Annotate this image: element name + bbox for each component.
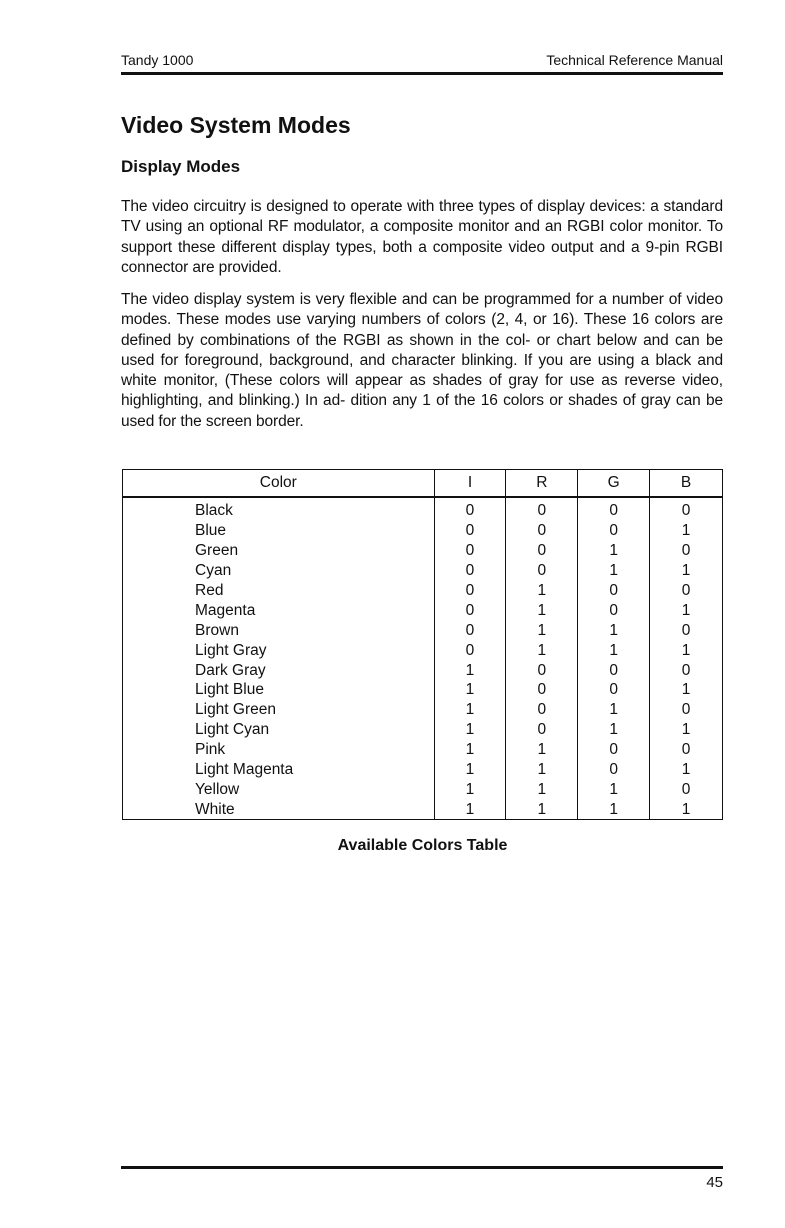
bit-value-cell: 0: [578, 581, 650, 601]
bit-value-cell: 1: [650, 521, 723, 541]
table-row: [123, 720, 723, 740]
bit-value-cell: 1: [650, 600, 723, 620]
table-row: [123, 640, 723, 660]
bit-value-cell: 1: [506, 779, 578, 799]
column-header-g: G: [578, 470, 650, 498]
table-caption: Available Colors Table: [337, 837, 508, 854]
color-name-cell: Light Magenta: [123, 760, 435, 780]
bit-value-cell: 1: [578, 541, 650, 561]
bit-value-cell: 0: [434, 497, 506, 521]
bit-value-cell: 1: [434, 740, 506, 760]
running-header: [121, 52, 723, 70]
bit-value-cell: 1: [434, 760, 506, 780]
header-left: Tandy 1000: [121, 52, 194, 68]
bit-value-cell: 0: [434, 600, 506, 620]
bit-value-cell: 0: [578, 760, 650, 780]
table-body: [123, 497, 723, 820]
color-name-cell: Blue: [123, 521, 435, 541]
available-colors-table: [122, 469, 723, 820]
bit-value-cell: 0: [506, 700, 578, 720]
bit-value-cell: 1: [506, 760, 578, 780]
bit-value-cell: 0: [650, 660, 723, 680]
bit-value-cell: 0: [650, 779, 723, 799]
table-row: [123, 760, 723, 780]
table-row: [123, 561, 723, 581]
bit-value-cell: 1: [578, 620, 650, 640]
paragraph-2: The video display system is very flexible and can be programmed for a number of video modes. These modes use varying numbers of colors (2, 4, or 16). These 16 colors are defined by combinations of the RGBI as shown in the col- or chart below and can be used for foreground, background, and character blinking. If you are using a black and white monitor, (These colors will appear as shades of gray for use as reverse video, highlighting, and blinking.) In ad- dition any 1 of the 16 colors or shades of gray can be used for the screen border.: [121, 291, 723, 430]
bit-value-cell: 1: [578, 700, 650, 720]
color-name-cell: Brown: [123, 620, 435, 640]
bit-value-cell: 0: [650, 581, 723, 601]
bit-value-cell: 0: [506, 561, 578, 581]
bit-value-cell: 0: [506, 680, 578, 700]
paragraph-1: The video circuitry is designed to operate with three types of display devices: a standard TV using an optional RF modulator, a composite monitor and an RGBI color monitor. To support these different display types, both a composite video output and a 9-pin RGBI connector are provided.: [121, 198, 723, 276]
color-name-cell: Light Green: [123, 700, 435, 720]
bit-value-cell: 0: [506, 541, 578, 561]
bit-value-cell: 0: [650, 620, 723, 640]
bit-value-cell: 1: [650, 640, 723, 660]
bit-value-cell: 0: [578, 600, 650, 620]
table-row: [123, 620, 723, 640]
bit-value-cell: 1: [650, 799, 723, 819]
bit-value-cell: 0: [578, 521, 650, 541]
bit-value-cell: 0: [506, 660, 578, 680]
bit-value-cell: 0: [434, 561, 506, 581]
bit-value-cell: 0: [434, 620, 506, 640]
bit-value-cell: 1: [506, 581, 578, 601]
bit-value-cell: 0: [650, 541, 723, 561]
bit-value-cell: 1: [434, 660, 506, 680]
bit-value-cell: 0: [506, 720, 578, 740]
column-header-r: R: [506, 470, 578, 498]
bit-value-cell: 0: [578, 740, 650, 760]
bit-value-cell: 1: [578, 799, 650, 819]
bit-value-cell: 1: [434, 799, 506, 819]
bit-value-cell: 1: [434, 680, 506, 700]
bit-value-cell: 1: [434, 720, 506, 740]
footer-rule: [121, 1166, 723, 1169]
color-name-cell: White: [123, 799, 435, 819]
color-name-cell: Green: [123, 541, 435, 561]
bit-value-cell: 1: [578, 640, 650, 660]
bit-value-cell: 0: [434, 521, 506, 541]
color-name-cell: Light Gray: [123, 640, 435, 660]
subsection-title: Display Modes: [121, 157, 241, 176]
color-name-cell: Black: [123, 497, 435, 521]
bit-value-cell: 0: [506, 497, 578, 521]
table-row: [123, 541, 723, 561]
color-name-cell: Dark Gray: [123, 660, 435, 680]
color-name-cell: Yellow: [123, 779, 435, 799]
bit-value-cell: 1: [506, 740, 578, 760]
header-rule: [121, 72, 723, 75]
color-name-cell: Magenta: [123, 600, 435, 620]
color-name-cell: Red: [123, 581, 435, 601]
color-name-cell: Pink: [123, 740, 435, 760]
bit-value-cell: 0: [434, 541, 506, 561]
bit-value-cell: 1: [506, 620, 578, 640]
bit-value-cell: 1: [506, 799, 578, 819]
table-header-row: [123, 470, 723, 498]
bit-value-cell: 0: [578, 497, 650, 521]
table-row: [123, 799, 723, 819]
page-number: 45: [706, 1174, 723, 1191]
color-name-cell: Light Blue: [123, 680, 435, 700]
bit-value-cell: 1: [578, 720, 650, 740]
table-row: [123, 600, 723, 620]
bit-value-cell: 0: [578, 660, 650, 680]
table-row: [123, 680, 723, 700]
bit-value-cell: 1: [506, 600, 578, 620]
bit-value-cell: 1: [650, 760, 723, 780]
bit-value-cell: 1: [650, 680, 723, 700]
bit-value-cell: 1: [650, 561, 723, 581]
table-row: [123, 521, 723, 541]
table-row: [123, 740, 723, 760]
table-row: [123, 779, 723, 799]
header-right: Technical Reference Manual: [546, 52, 723, 68]
table-row: [123, 660, 723, 680]
bit-value-cell: 0: [578, 680, 650, 700]
table-row: [123, 700, 723, 720]
bit-value-cell: 1: [434, 779, 506, 799]
bit-value-cell: 0: [650, 700, 723, 720]
bit-value-cell: 1: [506, 640, 578, 660]
table-row: [123, 497, 723, 521]
table-row: [123, 581, 723, 601]
bit-value-cell: 1: [578, 779, 650, 799]
color-name-cell: Light Cyan: [123, 720, 435, 740]
bit-value-cell: 1: [578, 561, 650, 581]
bit-value-cell: 1: [434, 700, 506, 720]
bit-value-cell: 0: [506, 521, 578, 541]
bit-value-cell: 1: [650, 720, 723, 740]
column-header-i: I: [434, 470, 506, 498]
section-title: Video System Modes: [121, 112, 351, 138]
bit-value-cell: 0: [434, 640, 506, 660]
column-header-color: Color: [123, 470, 435, 498]
color-name-cell: Cyan: [123, 561, 435, 581]
bit-value-cell: 0: [434, 581, 506, 601]
bit-value-cell: 0: [650, 740, 723, 760]
column-header-b: B: [650, 470, 723, 498]
bit-value-cell: 0: [650, 497, 723, 521]
